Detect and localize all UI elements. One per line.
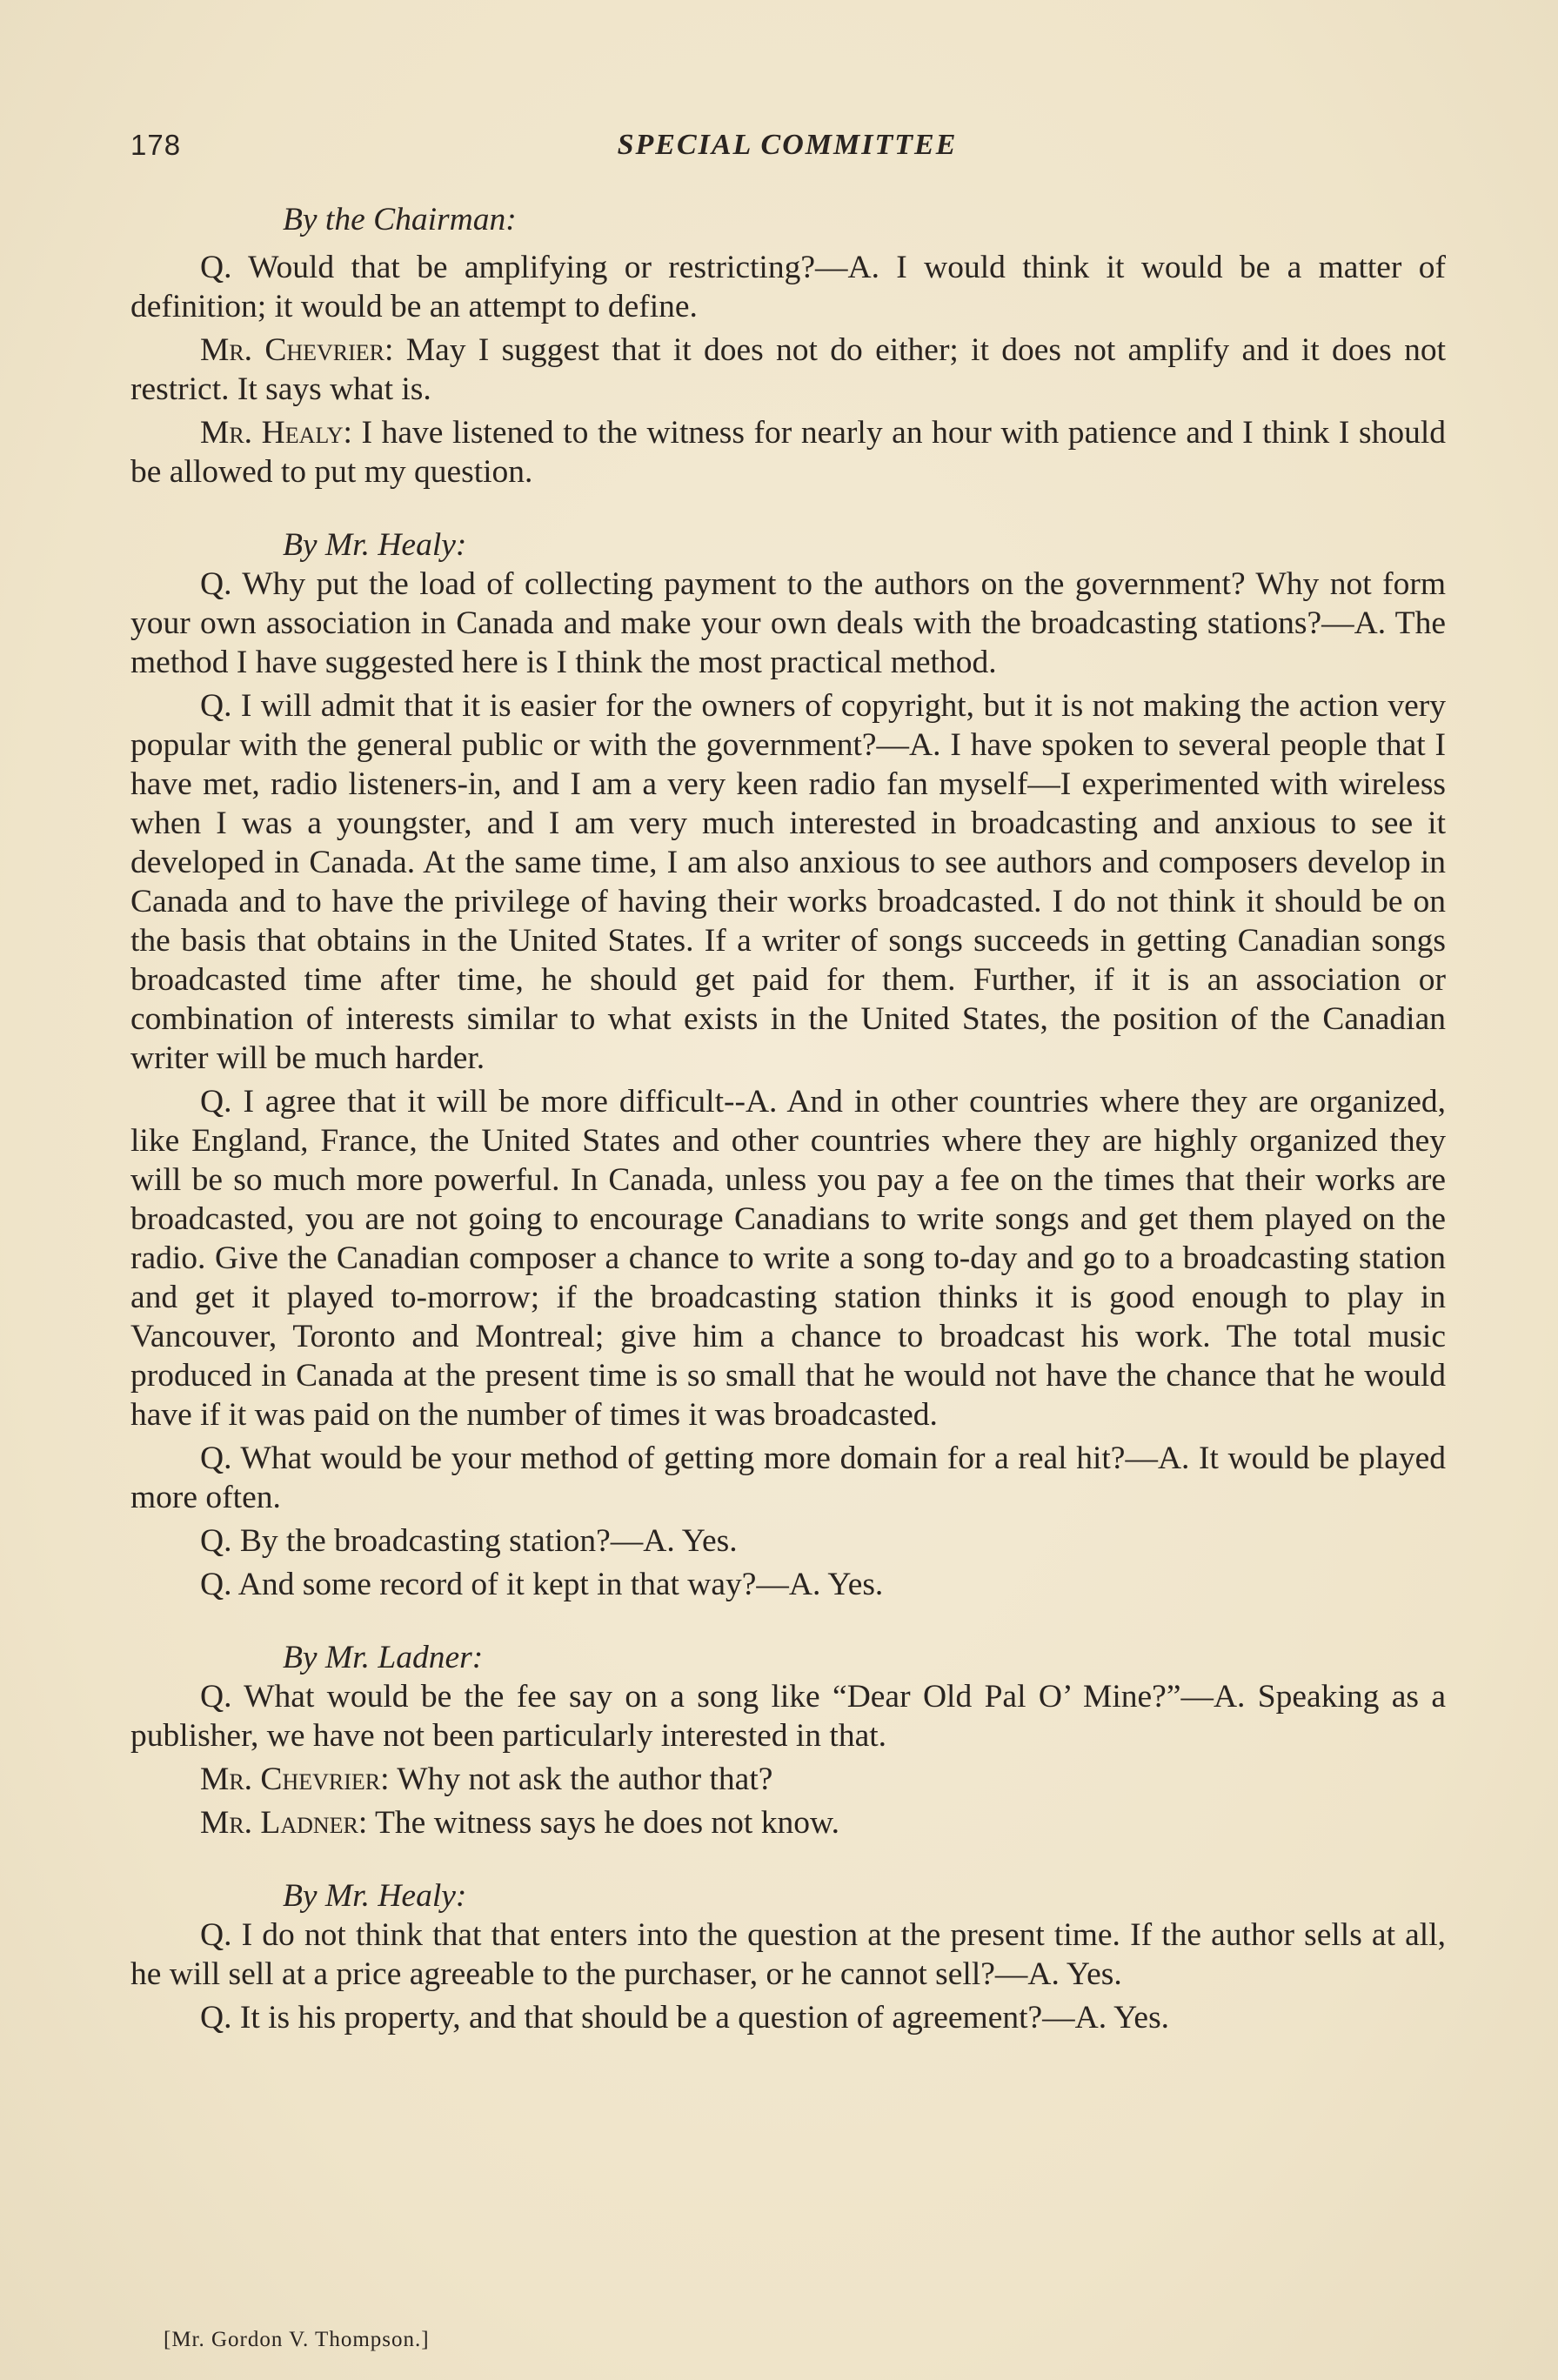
- speaker-statement: I have listened to the witness for nearly an hour with patience and I think I should be allowed to put my question.: [130, 415, 1446, 490]
- speaker-name: Mr. Healy:: [200, 415, 352, 451]
- question-answer-paragraph: Q. Why put the load of collecting payment to the authors on the government? Why not form your own association in Canada and make your own deals with the broadcasting stations?—A. The method I have suggested here is I think the most practical method.: [130, 566, 1446, 680]
- question-answer-paragraph: Q. I do not think that that enters into the question at the present time. If the author sells at all, he will sell at a price agreeable to the purchaser, or he cannot sell?—A. Yes.: [130, 1917, 1446, 1992]
- question-answer-paragraph: Q. By the broadcasting station?—A. Yes.: [200, 1523, 738, 1559]
- witness-attribution: [Mr. Gordon V. Thompson.]: [164, 2328, 430, 2351]
- question-answer-paragraph: Q. And some record of it kept in that way?—A. Yes.: [200, 1567, 884, 1602]
- section-gap: [130, 1608, 1446, 1638]
- speaker-name: Mr. Ladner:: [200, 1805, 368, 1841]
- question-answer-paragraph: Q. It is his property, and that should be a question of agreement?—A. Yes.: [200, 2000, 1170, 2036]
- section-heading: By Mr. Healy:: [283, 527, 467, 563]
- section-heading: By Mr. Ladner:: [283, 1640, 484, 1675]
- question-answer-paragraph: Q. I agree that it will be more difficult--A. And in other countries where they are organized, like England, France, the United States and other countries where they are highly organized they will be so much more powerful. In Canada, unless you pay a fee on the times that their works are broadcasted, you are not going to encourage Canadians to write songs and get them played on the radio. Give the Canadian composer a chance to write a song to-day and go to a broadcasting station and get it played to-morrow; if the broadcasting station thinks it is good enough to play in Vancouver, Toronto and Montreal; give him a chance to broadcast his work. The total music produced in Canada at the present time is so small that he would not have the chance that he would have if it was paid on the number of times it was broadcasted.: [130, 1084, 1446, 1433]
- speaker-paragraph: [130, 331, 1446, 409]
- section-heading: By Mr. Healy:: [283, 1878, 467, 1914]
- speaker-statement: May I suggest that it does not do either; it does not amplify and it does not restrict. It says what is.: [130, 332, 1446, 407]
- speaker-statement: Why not ask the author that?: [389, 1762, 773, 1797]
- body-text: [130, 200, 1446, 2042]
- section-heading: By the Chairman:: [283, 202, 517, 237]
- question-answer-paragraph: Q. Would that be amplifying or restricting?—A. I would think it would be a matter of definition; it would be an attempt to define.: [130, 250, 1446, 324]
- page-header: [130, 129, 1444, 172]
- section-gap: [130, 496, 1446, 525]
- question-answer-paragraph: Q. What would be the fee say on a song like “Dear Old Pal O’ Mine?”—A. Speaking as a publisher, we have not been particularly interested in that.: [130, 1679, 1446, 1754]
- speaker-paragraph: [130, 413, 1446, 491]
- section-gap: [130, 1847, 1446, 1876]
- speaker-paragraph: [130, 1803, 1446, 1842]
- speaker-name: Mr. Chevrier:: [200, 1762, 390, 1797]
- page-number: 178: [130, 129, 182, 161]
- speaker-name: Mr. Chevrier:: [200, 332, 394, 368]
- question-answer-paragraph: Q. I will admit that it is easier for the owners of copyright, but it is not making the action very popular with the general public or with the government?—A. I have spoken to several people that I have met, radio listeners-in, and I am a very keen radio fan myself—I experimented with wireless when I was a youngster, and I am very much interested in broadcasting and anxious to see it developed in Canada. At the same time, I am also anxious to see authors and composers develop in Canada and to have the privilege of having their works broadcasted. I do not think it should be on the basis that obtains in the United States. If a writer of songs succeeds in getting Canadian songs broadcasted time after time, he should get paid for them. Further, if it is an association or combination of interests similar to what exists in the United States, the position of the Canadian writer will be much harder.: [130, 688, 1446, 1076]
- running-head: SPECIAL COMMITTEE: [617, 129, 958, 161]
- speaker-statement: The witness says he does not know.: [367, 1805, 839, 1841]
- question-answer-paragraph: Q. What would be your method of getting more domain for a real hit?—A. It would be played more often.: [130, 1441, 1446, 1515]
- speaker-paragraph: [130, 1760, 1446, 1799]
